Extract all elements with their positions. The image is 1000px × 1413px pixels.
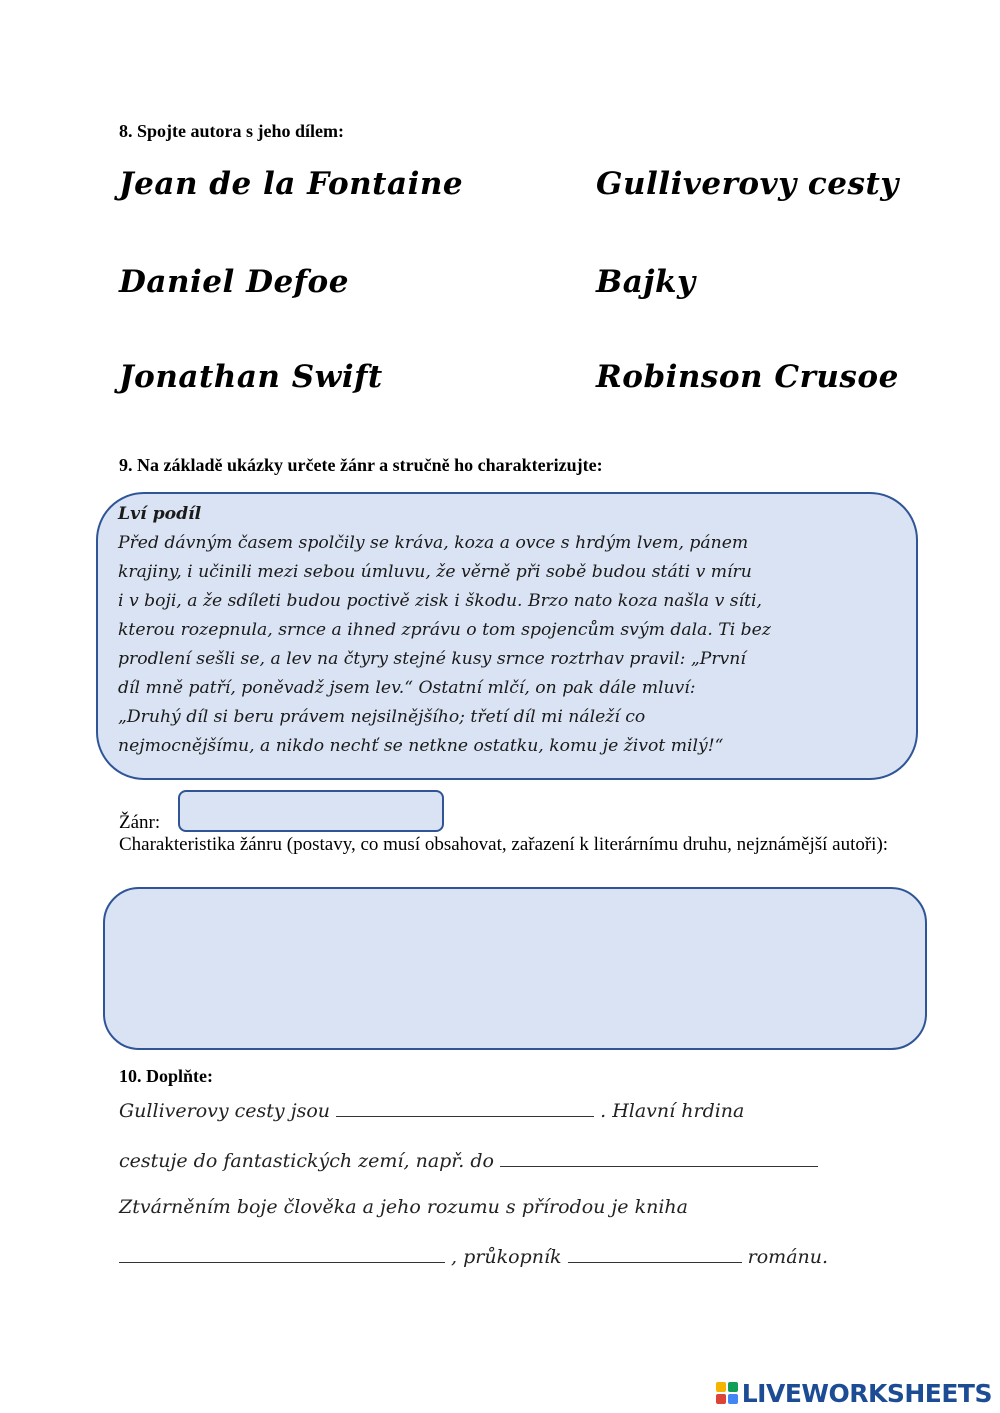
story-line: díl mně patří, poněvadž jsem lev.“ Ostatní mlčí, on pak dále mluví: (118, 678, 696, 698)
logo-square (728, 1394, 738, 1404)
story-line: Před dávným časem spolčily se kráva, koza a ovce s hrdým lvem, pánem (118, 533, 749, 553)
story-title: Lví podíl (118, 504, 202, 524)
blank-input[interactable] (568, 1244, 742, 1263)
genre-input[interactable] (178, 790, 444, 832)
logo-square (728, 1382, 738, 1392)
fill-text: románu. (747, 1246, 829, 1268)
q9-heading: 9. Na základě ukázky určete žánr a stručně ho charakterizujte: (119, 455, 603, 475)
fill-text: cestuje do fantastických zemí, např. do (119, 1150, 494, 1172)
blank-input[interactable] (500, 1148, 818, 1167)
fill-text: . Hlavní hrdina (600, 1100, 745, 1122)
fill-line-2 (119, 1148, 818, 1172)
story-line: prodlení sešli se, a lev na čtyry stejné kusy srnce roztrhav pravil: „První (118, 649, 746, 669)
story-line: i v boji, a že sdíleti budou poctivě zisk i škodu. Brzo nato koza našla v síti, (118, 591, 762, 611)
characteristics-input[interactable] (103, 887, 927, 1050)
story-line: kterou rozepnula, srnce a ihned zprávu o tom spojencům svým dala. Ti bez (118, 620, 771, 640)
q10-heading: 10. Doplňte: (119, 1066, 213, 1086)
blank-input[interactable] (119, 1244, 445, 1263)
author-item[interactable]: Jonathan Swift (119, 359, 383, 395)
story-line: nejmocnějšímu, a nikdo nechť se netkne ostatku, komu je život milý!“ (118, 736, 724, 756)
fill-line-4 (119, 1244, 828, 1268)
blank-input[interactable] (336, 1098, 594, 1117)
logo-square (716, 1394, 726, 1404)
author-item[interactable]: Jean de la Fontaine (119, 166, 464, 202)
fill-line-3: Ztvárněním boje člověka a jeho rozumu s přírodou je kniha (119, 1196, 688, 1218)
story-text (118, 500, 898, 761)
fill-line-1 (119, 1098, 744, 1122)
author-item[interactable]: Daniel Defoe (119, 264, 349, 300)
liveworksheets-logo[interactable] (716, 1378, 992, 1408)
characteristics-label: Charakteristika žánru (postavy, co musí obsahovat, zařazení k literárnímu druhu, nejznámější autoři): (119, 834, 889, 855)
q8-heading: 8. Spojte autora s jeho dílem: (119, 121, 344, 141)
story-line: krajiny, i učinili mezi sebou úmluvu, že věrně při sobě budou státi v míru (118, 562, 752, 582)
fill-text: Gulliverovy cesty jsou (119, 1100, 331, 1122)
logo-square (716, 1382, 726, 1392)
logo-icon (716, 1382, 738, 1404)
work-item[interactable]: Gulliverovy cesty (596, 166, 899, 202)
story-line: „Druhý díl si beru právem nejsilnějšího; třetí díl mi náleží co (118, 707, 646, 727)
genre-label: Žánr: (119, 812, 161, 833)
work-item[interactable]: Robinson Crusoe (596, 359, 899, 395)
work-item[interactable]: Bajky (596, 264, 696, 300)
logo-text: LIVEWORKSHEETS (741, 1378, 992, 1408)
fill-text: , průkopník (451, 1246, 562, 1268)
